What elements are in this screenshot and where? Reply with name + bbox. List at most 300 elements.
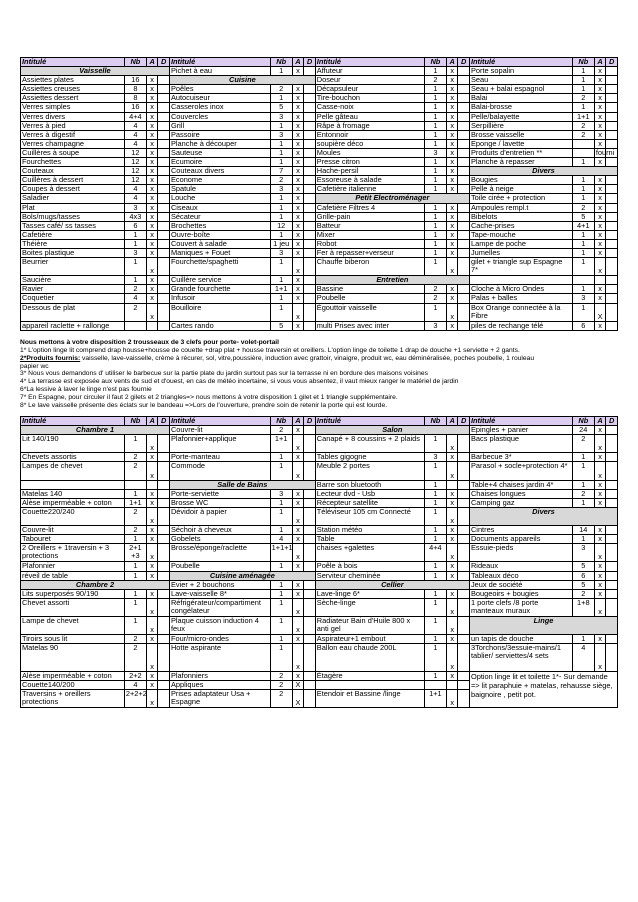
departure-check — [304, 94, 316, 103]
departure-check — [158, 167, 170, 176]
departure-check — [304, 321, 316, 330]
item-quantity: 1+1+1 — [270, 544, 292, 562]
item-name: Couteaux — [21, 167, 125, 176]
item-name: Produits d'entretien ** — [469, 148, 572, 157]
column-header: D — [606, 416, 618, 425]
arrival-check: x — [446, 148, 458, 157]
item-quantity: 1 — [124, 562, 146, 571]
item-name: Bacs plastique — [469, 435, 572, 453]
item-quantity: 1 — [424, 480, 446, 489]
item-quantity: 1 — [270, 598, 292, 616]
departure-check — [606, 462, 618, 480]
item-quantity: 1 — [424, 112, 446, 121]
departure-check — [606, 212, 618, 221]
departure-check — [158, 589, 170, 598]
departure-check — [304, 285, 316, 294]
arrival-check: x — [594, 76, 606, 85]
item-quantity: 1 — [572, 303, 594, 321]
item-quantity: 5 — [572, 562, 594, 571]
departure-check — [304, 194, 316, 203]
departure-check — [458, 526, 470, 535]
item-name: Barre son bluetooth — [315, 480, 424, 489]
item-quantity: 2+2 — [124, 671, 146, 680]
item-quantity: 3 — [424, 453, 446, 462]
section-header: Petit Electroménager — [315, 194, 469, 203]
departure-check — [158, 644, 170, 671]
item-name: Brochettes — [169, 221, 270, 230]
departure-check — [458, 112, 470, 121]
item-quantity: 3 — [270, 130, 292, 139]
item-name: Assiettes creuses — [21, 85, 125, 94]
item-quantity: 1 — [572, 176, 594, 185]
arrival-check: x — [292, 139, 304, 148]
arrival-check: x — [146, 680, 158, 689]
item-quantity: 12 — [270, 221, 292, 230]
arrival-check: x — [146, 248, 158, 257]
departure-check — [304, 689, 316, 707]
item-quantity: 1+1 — [270, 285, 292, 294]
column-header: Nb — [270, 416, 292, 425]
arrival-check: x — [594, 589, 606, 598]
item-name: Plafonnier+applique — [169, 435, 270, 453]
item-name: Dessous de plat — [21, 303, 125, 321]
departure-check — [458, 480, 470, 489]
item-quantity: 16 — [124, 76, 146, 85]
column-header: A — [146, 416, 158, 425]
departure-check — [606, 112, 618, 121]
departure-check — [458, 507, 470, 525]
departure-check — [458, 176, 470, 185]
arrival-check: x — [292, 617, 304, 635]
departure-check — [304, 221, 316, 230]
arrival-check: x — [594, 112, 606, 121]
item-quantity: 4+1 — [572, 221, 594, 230]
column-header: D — [458, 58, 470, 67]
departure-check — [158, 212, 170, 221]
item-name: Lave-linge 6* — [315, 589, 424, 598]
item-quantity: 1 — [424, 167, 446, 176]
departure-check — [158, 130, 170, 139]
arrival-check: x — [594, 580, 606, 589]
item-name: Couvre-lit — [21, 526, 125, 535]
arrival-check: x — [446, 321, 458, 330]
item-quantity: 8 — [124, 94, 146, 103]
item-name: Rideaux — [469, 562, 572, 571]
departure-check — [304, 85, 316, 94]
item-quantity: 1 — [572, 635, 594, 644]
departure-check — [606, 285, 618, 294]
arrival-check: x — [594, 562, 606, 571]
arrival-check: x — [146, 489, 158, 498]
departure-check — [458, 121, 470, 130]
item-name: Lave-vaisselle 8* — [169, 589, 270, 598]
item-quantity: 1 — [124, 617, 146, 635]
column-header: Nb — [270, 58, 292, 67]
departure-check — [458, 617, 470, 635]
note-line — [20, 339, 618, 347]
item-quantity: 1+1 — [572, 112, 594, 121]
departure-check — [304, 203, 316, 212]
item-quantity: 1 — [270, 121, 292, 130]
section-header: Linge — [469, 617, 617, 635]
item-name: Plaque cuisson induction 4 feux — [169, 617, 270, 635]
arrival-check: x — [146, 112, 158, 121]
item-name: Casseroles inox — [169, 103, 270, 112]
item-quantity: 1 — [424, 103, 446, 112]
arrival-check — [446, 680, 458, 689]
item-quantity: 1 — [424, 571, 446, 580]
arrival-check: x — [146, 103, 158, 112]
departure-check — [606, 453, 618, 462]
item-quantity: 1+1 — [124, 498, 146, 507]
item-quantity: 2+2+2 — [124, 689, 146, 707]
item-quantity: 1+1 — [270, 435, 292, 453]
item-name — [315, 680, 424, 689]
item-name: un tapis de douche — [469, 635, 572, 644]
arrival-check: x — [292, 121, 304, 130]
item-quantity: 1 — [424, 462, 446, 480]
item-name: Pichet à eau — [169, 67, 270, 76]
departure-check — [158, 671, 170, 680]
item-quantity: 1 — [270, 507, 292, 525]
arrival-check: x — [446, 230, 458, 239]
item-name: Réfrigérateur/compartiment congélateur — [169, 598, 270, 616]
departure-check — [158, 544, 170, 562]
item-name: Couteaux divers — [169, 167, 270, 176]
departure-check — [606, 535, 618, 544]
arrival-check: x — [292, 285, 304, 294]
departure-check — [304, 680, 316, 689]
column-header: A — [446, 416, 458, 425]
note-emphasis: 2*Produits fournis: — [20, 354, 81, 362]
departure-check — [606, 239, 618, 248]
arrival-check: x — [146, 185, 158, 194]
item-quantity: 1 — [572, 67, 594, 76]
arrival-check: x — [292, 294, 304, 303]
table-row — [21, 671, 618, 680]
arrival-check: x — [594, 489, 606, 498]
arrival-check: x — [292, 671, 304, 680]
item-quantity: 2 — [572, 435, 594, 453]
departure-check — [158, 203, 170, 212]
item-name: Cafetière Filtres 4 — [315, 203, 424, 212]
item-name: Traversins + oreillers protections — [21, 689, 125, 707]
departure-check — [158, 435, 170, 453]
item-quantity: 4 — [124, 680, 146, 689]
item-quantity: 1 — [572, 185, 594, 194]
item-name: Ballon eau chaude 200L — [315, 644, 424, 671]
arrival-check: x — [446, 76, 458, 85]
departure-check — [304, 544, 316, 562]
arrival-check: x — [292, 130, 304, 139]
item-name: Alèse imperméable + coton — [21, 671, 125, 680]
arrival-check: x — [146, 148, 158, 157]
departure-check — [158, 462, 170, 480]
item-quantity: 3 — [572, 544, 594, 562]
item-name: Lampe de chevet — [21, 617, 125, 635]
note-line — [20, 386, 618, 394]
rooms-inventory-table — [20, 416, 618, 708]
departure-check — [606, 230, 618, 239]
arrival-check: x — [292, 644, 304, 671]
item-quantity: 2 — [424, 76, 446, 85]
departure-check — [606, 176, 618, 185]
item-quantity: 1 — [270, 148, 292, 157]
kitchen-inventory-table — [20, 57, 618, 331]
table-row — [21, 321, 618, 330]
item-name: Couvert à salade — [169, 239, 270, 248]
item-quantity: 24 — [572, 426, 594, 435]
item-quantity: 2 — [572, 203, 594, 212]
table-row — [21, 112, 618, 121]
departure-check — [458, 598, 470, 616]
arrival-check: x — [594, 230, 606, 239]
arrival-check: x — [146, 462, 158, 480]
item-name: Ciseaux — [169, 203, 270, 212]
item-name: Chauffe biberon — [315, 258, 424, 276]
departure-check — [158, 480, 170, 489]
arrival-check: x — [446, 185, 458, 194]
item-quantity: 5 — [572, 580, 594, 589]
item-quantity: 1 — [424, 644, 446, 671]
arrival-check: x — [594, 294, 606, 303]
item-quantity: 1 — [424, 303, 446, 321]
column-header: Nb — [124, 58, 146, 67]
column-header: A — [292, 58, 304, 67]
item-quantity: 1 — [270, 139, 292, 148]
item-name: Verres à pied — [21, 121, 125, 130]
item-name: Tabouret — [21, 535, 125, 544]
item-quantity — [572, 139, 594, 148]
item-name: Four/micro-ondes — [169, 635, 270, 644]
item-name: Râpe à fromage — [315, 121, 424, 130]
column-header: Intitulé — [21, 416, 125, 425]
item-quantity: 1 — [424, 239, 446, 248]
item-name: Pelle gâteau — [315, 112, 424, 121]
departure-check — [606, 85, 618, 94]
item-name: Tableaux déco — [469, 571, 572, 580]
item-quantity: 2 — [270, 689, 292, 707]
item-name: Lampes de chevet — [21, 462, 125, 480]
departure-check — [158, 148, 170, 157]
item-name: Seau — [469, 76, 572, 85]
item-quantity: 3 — [270, 112, 292, 121]
table-row — [21, 589, 618, 598]
item-name: Bibelots — [469, 212, 572, 221]
item-name — [21, 480, 125, 489]
departure-check — [304, 276, 316, 285]
arrival-check: x — [146, 571, 158, 580]
departure-check — [158, 635, 170, 644]
arrival-check: x — [594, 258, 606, 276]
table-row — [21, 598, 618, 616]
item-name: Ravier — [21, 285, 125, 294]
departure-check — [304, 239, 316, 248]
departure-check — [158, 598, 170, 616]
departure-check — [158, 139, 170, 148]
arrival-check: x — [446, 139, 458, 148]
section-header: Entretien — [315, 276, 469, 285]
item-quantity: 12 — [124, 148, 146, 157]
item-name: Bougeoirs + bougies — [469, 589, 572, 598]
departure-check — [158, 535, 170, 544]
departure-check — [606, 185, 618, 194]
item-name: Planche à découper — [169, 139, 270, 148]
item-quantity: 1 — [424, 158, 446, 167]
departure-check — [304, 139, 316, 148]
section-header: Chambre 2 — [21, 580, 170, 589]
arrival-check: x — [594, 644, 606, 671]
arrival-check: x — [594, 94, 606, 103]
item-name: Eponge / lavette — [469, 139, 572, 148]
arrival-check: x — [594, 248, 606, 257]
item-quantity: 1 — [270, 303, 292, 321]
item-name: Essuie-pieds — [469, 544, 572, 562]
item-name: Égouttoir vaisselle — [315, 303, 424, 321]
item-quantity: 1 — [424, 258, 446, 276]
item-quantity: 1 — [424, 535, 446, 544]
departure-check — [458, 76, 470, 85]
departure-check — [304, 185, 316, 194]
arrival-check — [446, 480, 458, 489]
item-quantity: 2 — [270, 680, 292, 689]
arrival-check: x — [292, 67, 304, 76]
item-name: Plafonnier — [21, 562, 125, 571]
item-quantity: 1 — [270, 526, 292, 535]
item-name: Verres simples — [21, 103, 125, 112]
item-quantity: 1 — [270, 294, 292, 303]
arrival-check: x — [292, 435, 304, 453]
inventory-page — [20, 57, 618, 708]
item-name: Bougies — [469, 176, 572, 185]
departure-check — [304, 258, 316, 276]
departure-check — [606, 194, 618, 203]
departure-check — [458, 498, 470, 507]
column-header: Intitulé — [469, 416, 572, 425]
section-header: Divers — [469, 507, 617, 525]
item-name: Hache-persil — [315, 167, 424, 176]
item-quantity: 1 — [424, 489, 446, 498]
item-name: Prises adaptateur Usa + Espagne — [169, 689, 270, 707]
arrival-check: x — [446, 203, 458, 212]
departure-check — [606, 276, 618, 285]
item-quantity: 1 — [424, 121, 446, 130]
departure-check — [606, 221, 618, 230]
item-name: Serviteur cheminée — [315, 571, 424, 580]
item-name: Couvre-lit — [169, 426, 270, 435]
item-quantity: 1 — [424, 130, 446, 139]
item-quantity — [124, 480, 146, 489]
arrival-check: x — [146, 544, 158, 562]
note-text: 6*La lessive à laver le linge n'est pas fournie — [20, 386, 152, 394]
arrival-check: x — [292, 103, 304, 112]
departure-check — [158, 185, 170, 194]
departure-check — [304, 248, 316, 257]
arrival-check: x — [446, 112, 458, 121]
arrival-check: x — [292, 230, 304, 239]
column-header: A — [146, 58, 158, 67]
arrival-check: x — [594, 285, 606, 294]
departure-check — [458, 435, 470, 453]
departure-check — [158, 258, 170, 276]
item-quantity: 4 — [124, 185, 146, 194]
item-name: Commode — [169, 462, 270, 480]
item-name: Téléviseur 105 cm Connecté — [315, 507, 424, 525]
arrival-check: x — [146, 167, 158, 176]
arrival-check: x — [292, 221, 304, 230]
departure-check — [304, 230, 316, 239]
item-name: Balai — [469, 94, 572, 103]
column-header: Nb — [424, 58, 446, 67]
departure-check — [304, 580, 316, 589]
arrival-check: x — [594, 426, 606, 435]
item-name: Boites plastique — [21, 248, 125, 257]
note-text: papier wc — [20, 362, 49, 370]
item-quantity: 2 — [124, 635, 146, 644]
departure-check — [458, 644, 470, 671]
item-quantity: 1 — [270, 589, 292, 598]
arrival-check: x — [594, 635, 606, 644]
arrival-check: x — [292, 462, 304, 480]
item-name: Assiettes dessert — [21, 94, 125, 103]
item-name: Grill — [169, 121, 270, 130]
item-quantity: 4 — [124, 130, 146, 139]
arrival-check — [146, 321, 158, 330]
section-header: Salle de Bains — [169, 480, 315, 489]
departure-check — [458, 303, 470, 321]
arrival-check: x — [146, 258, 158, 276]
arrival-check: fourni — [595, 147, 615, 157]
item-quantity: 4+4 — [124, 112, 146, 121]
departure-check — [458, 544, 470, 562]
column-header: D — [304, 58, 316, 67]
item-quantity: 3 — [124, 203, 146, 212]
item-quantity: 1 — [572, 76, 594, 85]
departure-check — [458, 589, 470, 598]
item-quantity: 3 — [424, 321, 446, 330]
arrival-check: x — [594, 158, 606, 167]
departure-check — [458, 489, 470, 498]
arrival-check: x — [594, 203, 606, 212]
arrival-check: x — [292, 203, 304, 212]
item-name: Beurrier — [21, 258, 125, 276]
departure-check — [606, 435, 618, 453]
departure-check — [158, 76, 170, 85]
item-name: Canapé + 8 coussins + 2 plaids — [315, 435, 424, 453]
arrival-check: x — [146, 130, 158, 139]
departure-check — [304, 103, 316, 112]
arrival-check: x — [146, 453, 158, 462]
item-name: Maniques + Fouet — [169, 248, 270, 257]
arrival-check: x — [146, 276, 158, 285]
arrival-check: x — [446, 498, 458, 507]
table-row — [21, 562, 618, 571]
arrival-check: x — [292, 158, 304, 167]
note-lead: Nous mettons à votre disposition 2 trousseaux de 3 clefs pour porte- volet-portail — [20, 338, 280, 346]
item-quantity: 2 — [424, 294, 446, 303]
item-name: Coquetier — [21, 294, 125, 303]
item-quantity: 1 — [270, 276, 292, 285]
item-name: Ecumoire — [169, 158, 270, 167]
column-header: Nb — [424, 416, 446, 425]
arrival-check: x — [446, 535, 458, 544]
item-quantity: 1 — [270, 462, 292, 480]
item-quantity: 1 — [572, 103, 594, 112]
column-header: Intitulé — [21, 58, 125, 67]
note-text: vaisselle, lave-vaisselle, crème à récurer, sol, vitre,poussière, induction avec grattoir, vinaigre, produit wc, eau déminéralisée, poches poubelle, 1 rouleau — [80, 354, 535, 362]
departure-check — [458, 462, 470, 480]
column-header: D — [458, 416, 470, 425]
